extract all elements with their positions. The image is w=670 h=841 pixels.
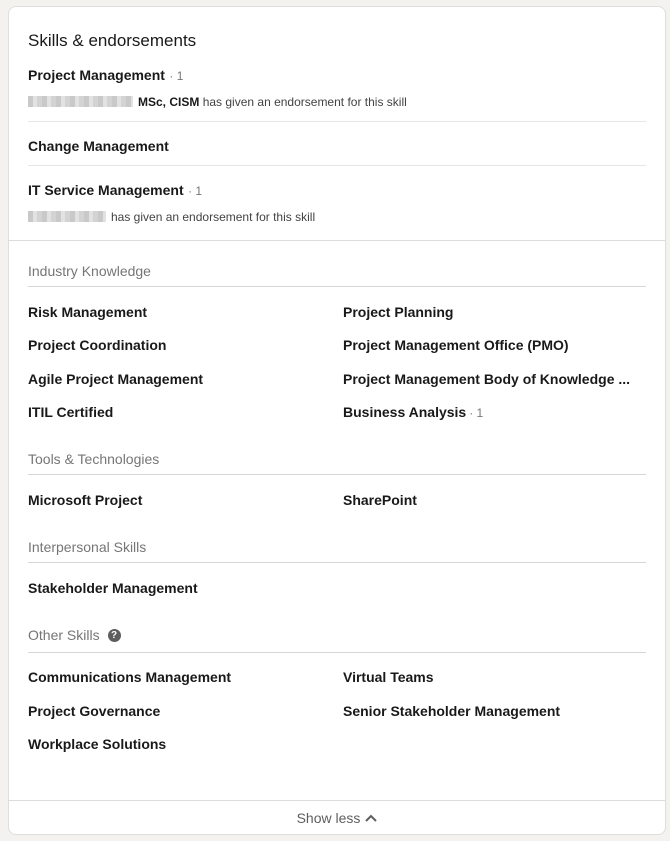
- skill-business-analysis[interactable]: [343, 404, 483, 420]
- section-divider: [9, 240, 665, 241]
- skill-stakeholder-management[interactable]: Stakeholder Management: [28, 580, 198, 596]
- skill-itil-certified[interactable]: ITIL Certified: [28, 404, 114, 420]
- skill-agile-project-management[interactable]: Agile Project Management: [28, 371, 204, 387]
- divider: [28, 165, 646, 166]
- skill-pmbok[interactable]: Project Management Body of Knowledge ...: [343, 371, 631, 387]
- skill-name[interactable]: Project Management: [28, 67, 165, 83]
- skill-label: Business Analysis: [343, 404, 467, 420]
- skill-project-planning[interactable]: Project Planning: [343, 304, 454, 320]
- category-heading-interpersonal-skills: Interpersonal Skills: [28, 539, 147, 555]
- category-title: Other Skills: [28, 627, 100, 643]
- skill-project-governance[interactable]: Project Governance: [28, 703, 161, 719]
- skill-name[interactable]: IT Service Management: [28, 182, 184, 198]
- top-skill-change-management: [28, 138, 646, 156]
- skill-pmo[interactable]: Project Management Office (PMO): [343, 337, 569, 353]
- endorser-credentials[interactable]: MSc, CISM: [138, 95, 200, 109]
- question-circle-icon[interactable]: ?: [108, 629, 121, 642]
- category-rule: [28, 286, 646, 287]
- top-skill-project-management: [28, 67, 646, 110]
- endorsement-count[interactable]: · 1: [188, 184, 203, 198]
- endorsement-count[interactable]: · 1: [169, 69, 184, 83]
- divider: [28, 121, 646, 122]
- endorsement-text: has given an endorsement for this skill: [202, 95, 407, 109]
- skill-name[interactable]: Change Management: [28, 138, 169, 154]
- category-heading-industry-knowledge: Industry Knowledge: [28, 263, 151, 279]
- endorsement-count[interactable]: · 1: [469, 406, 484, 420]
- category-heading-other-skills: [28, 627, 121, 643]
- skill-project-coordination[interactable]: Project Coordination: [28, 337, 167, 353]
- show-less-label: Show less: [296, 809, 361, 826]
- skill-communications-management[interactable]: Communications Management: [28, 669, 232, 685]
- endorsement-line: [28, 209, 646, 225]
- category-rule: [28, 652, 646, 653]
- skill-sharepoint[interactable]: SharePoint: [343, 492, 417, 508]
- blurred-endorser-name: [28, 211, 106, 222]
- skill-senior-stakeholder-management[interactable]: Senior Stakeholder Management: [343, 703, 561, 719]
- skill-virtual-teams[interactable]: Virtual Teams: [343, 669, 434, 685]
- skill-microsoft-project[interactable]: Microsoft Project: [28, 492, 143, 508]
- endorsement-line: [28, 94, 646, 110]
- chevron-up-icon: [365, 814, 377, 822]
- endorsement-text: has given an endorsement for this skill: [111, 210, 316, 224]
- category-rule: [28, 474, 646, 475]
- category-rule: [28, 562, 646, 563]
- skill-workplace-solutions[interactable]: Workplace Solutions: [28, 736, 167, 752]
- skills-card: [8, 6, 666, 835]
- skill-risk-management[interactable]: Risk Management: [28, 304, 148, 320]
- blurred-endorser-name: [28, 96, 133, 107]
- top-skill-it-service-management: [28, 182, 646, 225]
- section-title: Skills & endorsements: [28, 31, 197, 50]
- category-heading-tools-technologies: Tools & Technologies: [28, 451, 160, 467]
- show-less-button[interactable]: [9, 800, 665, 834]
